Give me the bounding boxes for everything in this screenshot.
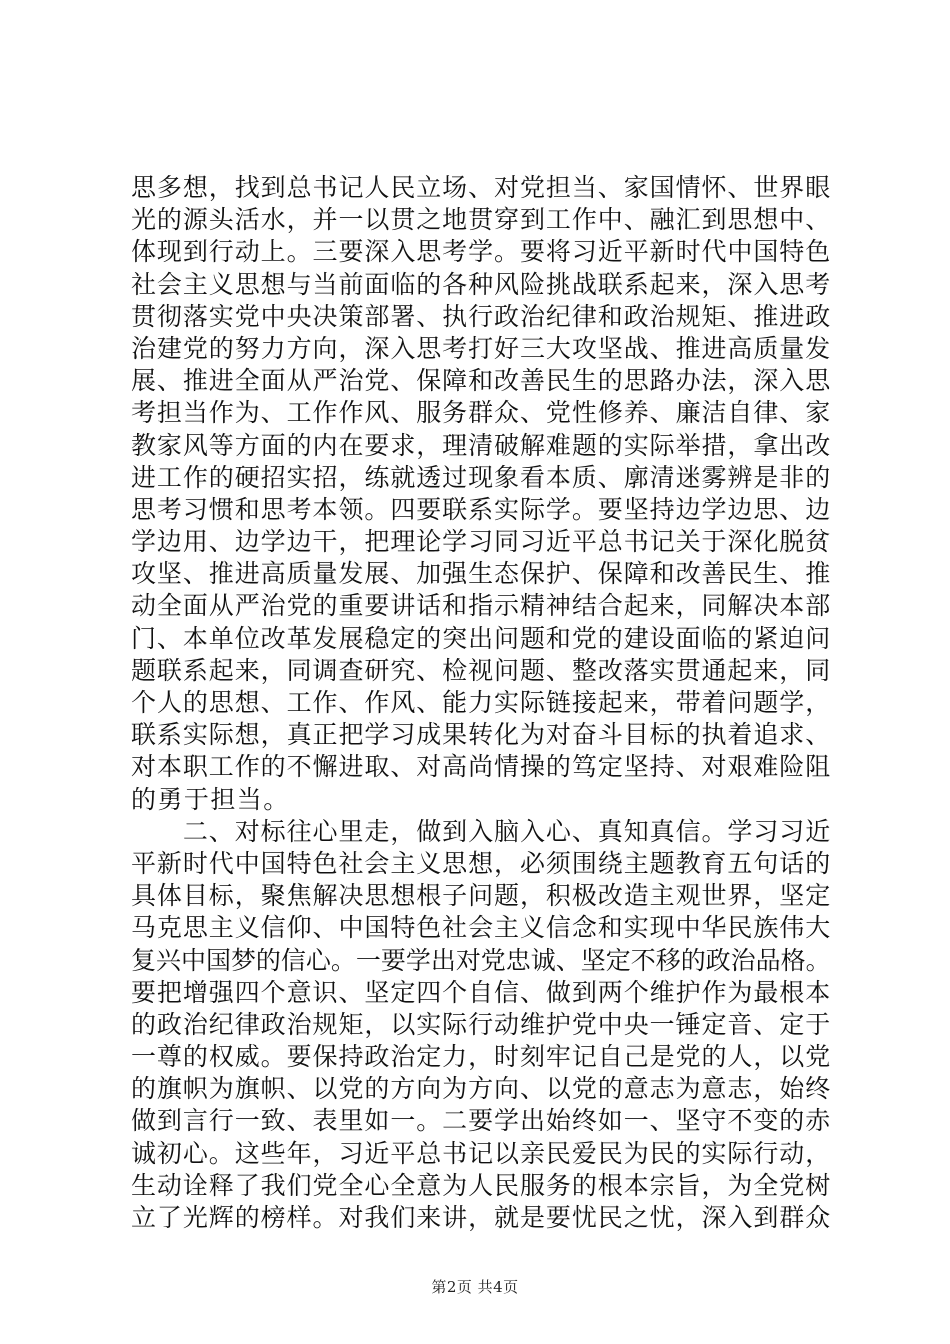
text-line: 光的源头活水，并一以贯之地贯穿到工作中、融汇到思想中、 xyxy=(131,205,832,235)
page-footer: 第2页 共4页 xyxy=(431,1278,519,1296)
text-line: 治建党的努力方向，深入思考打好三大攻坚战、推进高质量发 xyxy=(131,333,832,363)
text-line: 贯彻落实党中央决策部署、执行政治纪律和政治规矩、推进政 xyxy=(131,301,832,331)
text-line: 联系实际想，真正把学习成果转化为对奋斗目标的执着追求、 xyxy=(131,720,832,750)
text-line: 具体目标，聚焦解决思想根子问题，积极改造主观世界，坚定 xyxy=(131,881,832,911)
text-line: 个人的思想、工作、作风、能力实际链接起来，带着问题学， xyxy=(131,688,832,717)
text-line: 社会主义思想与当前面临的各种风险挑战联系起来，深入思考 xyxy=(131,269,832,299)
text-line: 教家风等方面的内在要求，理清破解难题的实际举措，拿出改 xyxy=(131,430,832,460)
text-line: 考担当作为、工作作风、服务群众、党性修养、廉洁自律、家 xyxy=(131,398,832,428)
text-line: 生动诠释了我们党全心全意为人民服务的根本宗旨，为全党树 xyxy=(131,1170,832,1200)
text-line: 门、本单位改革发展稳定的突出问题和党的建设面临的紧迫问 xyxy=(131,623,832,653)
text-line: 马克思主义信仰、中国特色社会主义信念和实现中华民族伟大 xyxy=(131,913,832,943)
text-line: 题联系起来，同调查研究、检视问题、整改落实贯通起来，同 xyxy=(131,655,832,685)
text-line: 的勇于担当。 xyxy=(131,784,290,814)
text-line: 复兴中国梦的信心。一要学出对党忠诚、坚定不移的政治品格。 xyxy=(131,945,831,975)
text-line: 攻坚、推进高质量发展、加强生态保护、保障和改善民生、推 xyxy=(131,559,832,589)
text-line: 平新时代中国特色社会主义思想，必须围绕主题教育五句话的 xyxy=(131,848,832,878)
text-line: 要把增强四个意识、坚定四个自信、做到两个维护作为最根本 xyxy=(131,977,832,1007)
text-line: 一尊的权威。要保持政治定力，时刻牢记自己是党的人，以党 xyxy=(131,1042,832,1072)
text-line: 诚初心。这些年，习近平总书记以亲民爱民为民的实际行动， xyxy=(131,1138,832,1168)
text-line: 进工作的硬招实招，练就透过现象看本质、廓清迷雾辨是非的 xyxy=(131,462,832,492)
body-text xyxy=(131,172,831,1234)
text-line: 思考习惯和思考本领。四要联系实际学。要坚持边学边思、边 xyxy=(131,494,832,524)
text-line: 的旗帜为旗帜、以党的方向为方向、以党的意志为意志，始终 xyxy=(131,1074,832,1104)
text-line: 立了光辉的榜样。对我们来讲，就是要忧民之忧，深入到群众 xyxy=(131,1203,832,1232)
text-line: 体现到行动上。三要深入思考学。要将习近平新时代中国特色 xyxy=(131,237,832,267)
text-line: 的政治纪律政治规矩，以实际行动维护党中央一锤定音、定于 xyxy=(131,1009,832,1039)
text-line: 学边用、边学边干，把理论学习同习近平总书记关于深化脱贫 xyxy=(131,527,832,557)
text-line: 展、推进全面从严治党、保障和改善民生的思路办法，深入思 xyxy=(131,366,832,396)
text-line: 二、对标往心里走，做到入脑入心、真知真信。学习习近 xyxy=(131,816,832,846)
text-line: 对本职工作的不懈进取、对高尚情操的笃定坚持、对艰难险阻 xyxy=(131,752,832,782)
text-line: 思多想，找到总书记人民立场、对党担当、家国情怀、世界眼 xyxy=(131,173,832,202)
text-line: 动全面从严治党的重要讲话和指示精神结合起来，同解决本部 xyxy=(131,591,832,621)
text-line: 做到言行一致、表里如一。二要学出始终如一、坚守不变的赤 xyxy=(131,1106,832,1136)
